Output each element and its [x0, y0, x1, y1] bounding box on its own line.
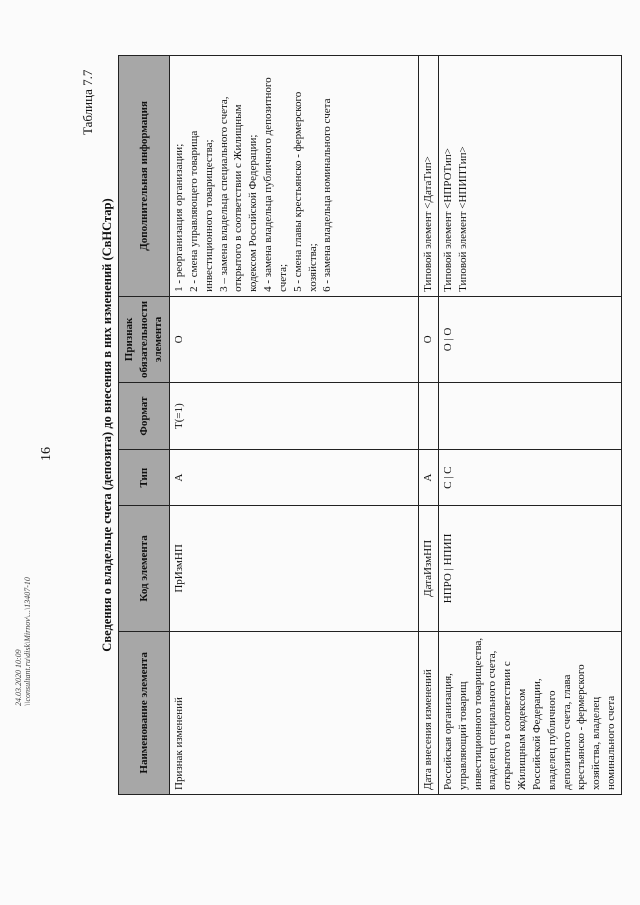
cell-type: С | С [438, 450, 621, 506]
rotated-content [80, 45, 618, 795]
info-line: Типовой элемент <НПИПТип> [456, 146, 469, 292]
cell-code: ПрИзмНП [170, 506, 419, 632]
cell-format [419, 382, 439, 449]
info-line: 3 – замена владельца специального счета, открытого в соответствии с Жилищным кодексом Российской Федерации; [217, 96, 260, 292]
cell-type: А [170, 450, 419, 506]
info-line: 6 - замена владельца номинального счета [321, 98, 334, 292]
header-info: Дополнительная информация [119, 56, 170, 297]
cell-required: О [419, 296, 439, 382]
cell-info [419, 56, 439, 297]
page-number: 16 [39, 447, 54, 461]
info-line: 1 - реорганизация организации; [173, 143, 185, 292]
cell-type: А [419, 450, 439, 506]
header-name: Наименование элемента [119, 631, 170, 794]
cell-required: О | О [438, 296, 621, 382]
info-line: Типовой элемент <ДатаТип> [422, 156, 434, 292]
header-format: Формат [119, 382, 170, 449]
cell-format [438, 382, 621, 449]
table-row [170, 56, 419, 795]
header-code: Код элемента [119, 506, 170, 632]
info-line: 5 - смена главы крестьянско - фермерского хозяйства; [291, 91, 319, 292]
watermark-line-1: 24.03.2020 10:09 [14, 649, 23, 706]
cell-code: ДатаИзмНП [419, 506, 439, 632]
cell-name: Дата внесения изменений [419, 631, 439, 794]
table-row [438, 56, 621, 795]
header-type: Тип [119, 450, 170, 506]
watermark-line-2: \\consultant.ru\disk\Mirnov\...\13407-10 [23, 577, 32, 706]
info-line: 4 - замена владельца публичного депозитного счета; [262, 77, 289, 292]
cell-name: Российская организация, управляющий товарищ инвестиционного товарищества, владелец специального счета, открытого в соответствии с Жилищным кодексом Российской Федерации, владелец публичного депозитного счета, глава крестьянско - фермерского хозяйства, владелец номинального счета [438, 631, 621, 794]
table-title: Сведения о владельце счета (депозита) до внесения в них изменений (СвНСтар) [100, 198, 114, 652]
info-line: Типовой элемент <НПРОТип> [441, 148, 454, 292]
cell-info [438, 56, 621, 297]
scan-watermark [14, 506, 34, 706]
table-label: Таблица 7.7 [80, 69, 95, 135]
cell-required: О [170, 296, 419, 382]
table-row [419, 56, 439, 795]
table-header-row [119, 56, 170, 795]
header-required: Признак обязательности элемента [119, 296, 170, 382]
info-line: 2 - смена управляющего товарища инвестиционного товарищества; [187, 130, 215, 292]
data-table [118, 55, 622, 795]
cell-info [170, 56, 419, 297]
cell-code: НПРО | НПИП [438, 506, 621, 632]
cell-name: Признак изменений [170, 631, 419, 794]
cell-format: Т(=1) [170, 382, 419, 449]
